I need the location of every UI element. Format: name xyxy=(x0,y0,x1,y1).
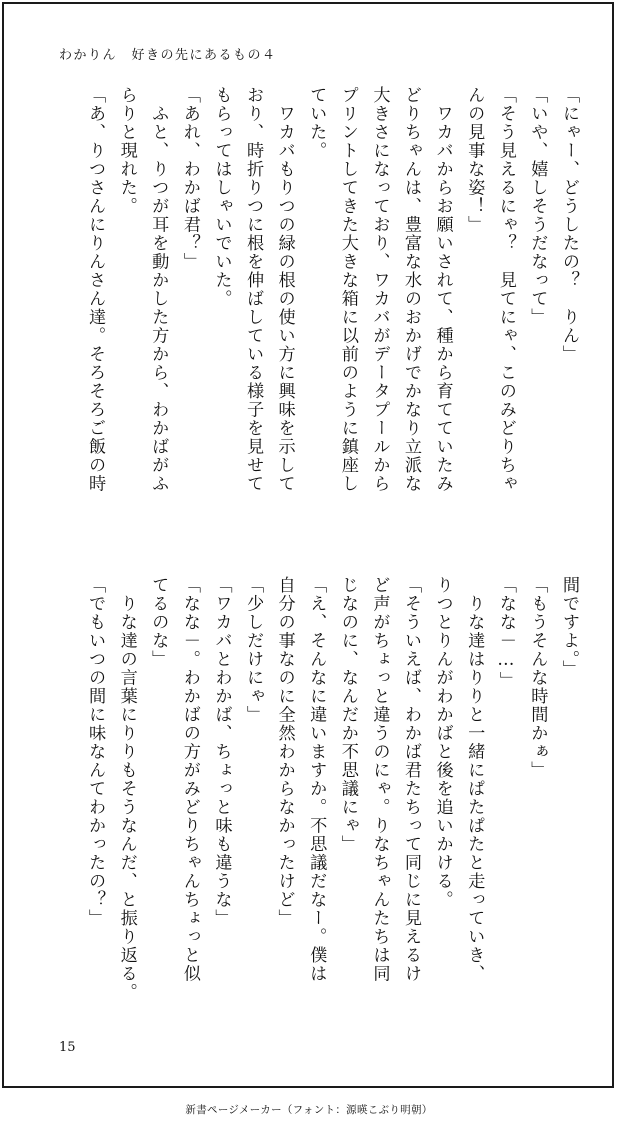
text-line: 「そういえば、わかば君たちって同じに見えるけ xyxy=(401,576,422,983)
text-line: てるのな」 xyxy=(148,576,169,669)
footer-credit: 新書ページメーカー（フォント：源暎こぶり明朝） xyxy=(185,1104,433,1116)
text-line: ワカバからお願いされて、種から育てていたみ xyxy=(432,86,453,493)
text-line: ど声がちょっと違うのにゃ。りなちゃんたちは同 xyxy=(369,576,390,983)
text-line: どりちゃんは、豊富な水のおかげでかなり立派な xyxy=(401,86,422,493)
text-line: ふと、りつが耳を動かした方から、わかばがふ xyxy=(148,86,169,493)
text-line: 「にゃー、どうしたの？ りん」 xyxy=(559,86,579,364)
text-line: らりと現れた。 xyxy=(116,86,137,216)
text-line: 「ワカバとわかば、ちょっと味も違うな」 xyxy=(211,576,232,928)
lower-text-block xyxy=(44,576,584,1006)
text-line: 「え、そんなに違いますか。不思議だなー。僕は xyxy=(306,576,327,983)
text-line: 大きさになっており、ワカバがデータプールから xyxy=(369,86,390,493)
text-line: 「なな－。わかばの方がみどりちゃんちょっと似 xyxy=(179,576,200,983)
text-line: おり、時折りつに根を伸ばしている様子を見せて xyxy=(243,86,264,493)
text-line: りな達はりりと一緒にぱたぱたと走っていき、 xyxy=(464,576,485,983)
text-line: 「あ、りつさんにりんさん達。そろそろご飯の時 xyxy=(85,86,106,493)
text-line: りつとりんがわかばと後を追いかける。 xyxy=(432,576,453,909)
text-line: プリントしてきた大きな箱に以前のように鎮座し xyxy=(337,86,358,493)
text-line: ワカバもりつの緑の根の使い方に興味を示して xyxy=(274,86,295,493)
running-header: わかりん 好きの先にあるもの４ xyxy=(59,48,277,63)
text-line: 「もうそんな時間かぁ」 xyxy=(527,576,548,780)
text-line: じなのに、なんだか不思議にゃ」 xyxy=(337,576,358,854)
text-line: 「なな－…」 xyxy=(495,576,516,690)
text-line: りな達の言葉にりりもそうなんだ、と振り返る。 xyxy=(116,576,137,1002)
text-line: んの見事な姿！」 xyxy=(464,86,485,234)
upper-text-block xyxy=(44,86,584,526)
text-line: 自分の事なのに全然わからなかったけど」 xyxy=(274,576,295,928)
text-line: 「少しだけにゃ」 xyxy=(243,576,264,724)
text-line: 「でもいつの間に味なんてわかったの？」 xyxy=(85,576,106,928)
page-number: 15 xyxy=(59,1040,76,1055)
text-line: 間ですよ。」 xyxy=(559,576,579,679)
page-frame xyxy=(2,2,614,1088)
text-line: もらってはしゃいでいた。 xyxy=(211,86,232,308)
text-line: 「そう見えるにゃ？ 見てにゃ、このみどりちゃ xyxy=(495,86,516,493)
text-line: ていた。 xyxy=(306,86,327,160)
text-line: 「いや、嬉しそうだなって」 xyxy=(527,86,548,327)
text-line: 「あれ、わかば君？」 xyxy=(179,86,200,271)
